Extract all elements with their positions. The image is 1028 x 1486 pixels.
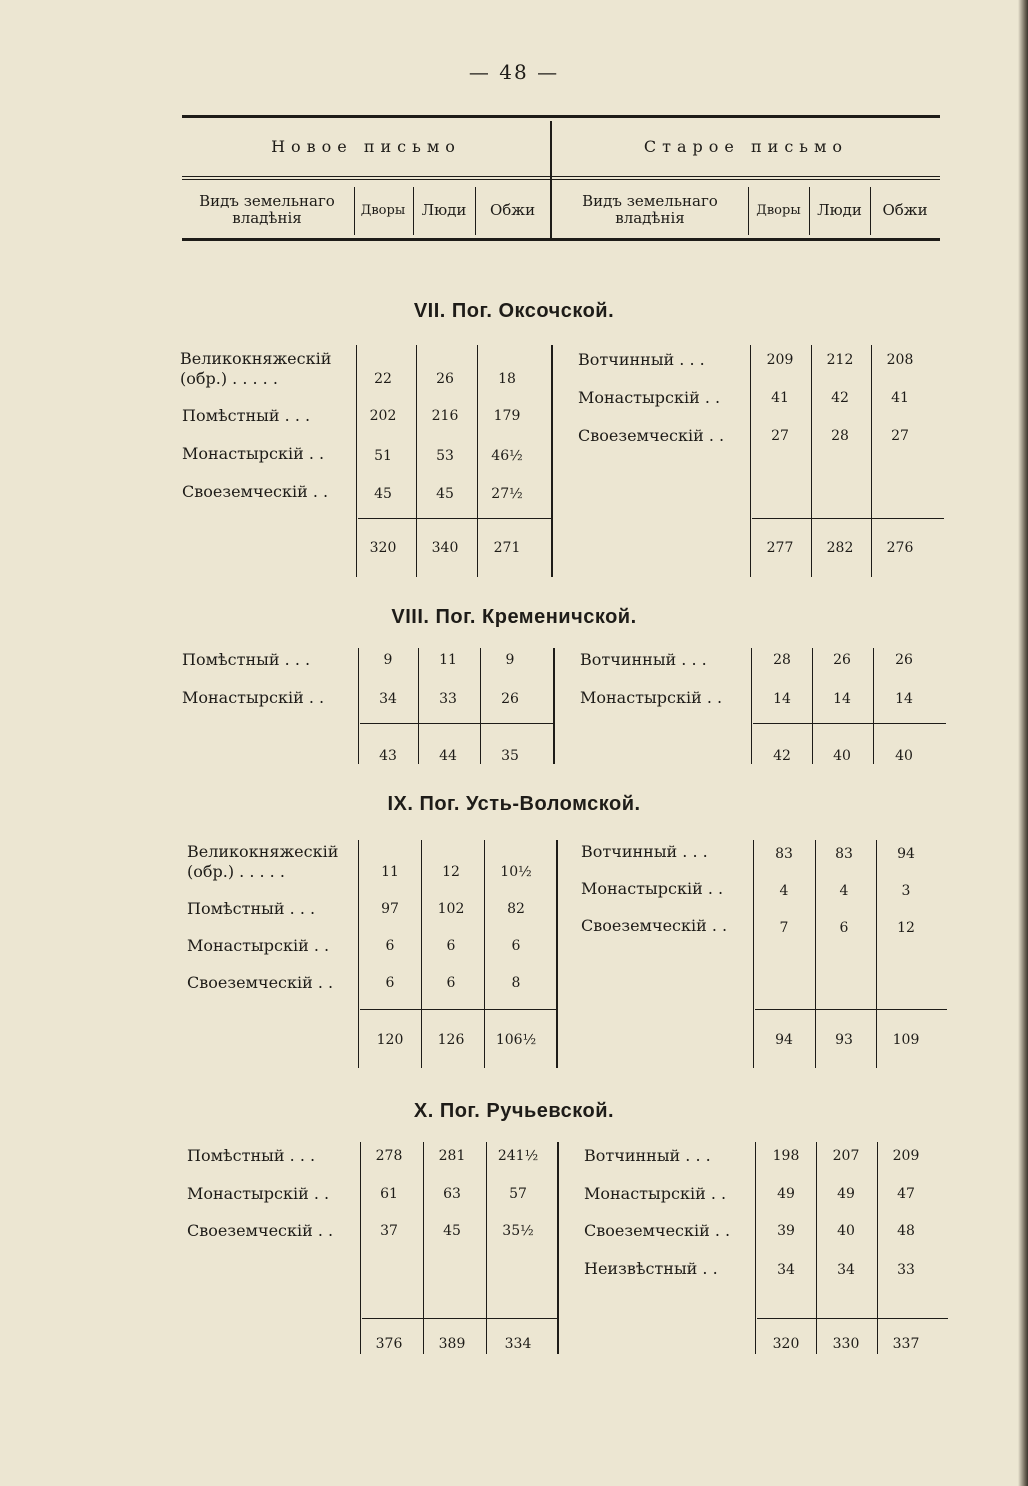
header-rule-top	[182, 115, 940, 118]
cell-dvory: 28	[773, 652, 791, 668]
row-label: Вотчинный . . .	[580, 650, 707, 669]
row-label: Своеземческій . .	[182, 482, 329, 501]
rule	[876, 840, 877, 1068]
rule	[557, 1142, 559, 1354]
cell-obzhi: 26	[501, 691, 519, 707]
cell-lyudi: 33	[439, 691, 457, 707]
rule	[873, 648, 874, 764]
row-label: Помѣстный . . .	[187, 1146, 316, 1165]
row-label: Монастырскій . .	[584, 1184, 727, 1203]
cell-lyudi: 6	[446, 975, 456, 991]
cell-lyudi: 4	[839, 883, 849, 899]
cell-dvory: 209	[766, 352, 794, 368]
cell-lyudi: 6	[446, 938, 456, 954]
cell-obzhi: 27	[891, 428, 909, 444]
header-rule-mid	[182, 176, 940, 177]
total-obzhi: 276	[886, 540, 914, 556]
cell-dvory: 7	[779, 920, 789, 936]
cell-obzhi: 209	[892, 1148, 920, 1164]
cell-dvory: 37	[380, 1223, 398, 1239]
rule	[423, 1142, 424, 1354]
total-lyudi: 340	[431, 540, 459, 556]
rule	[750, 345, 751, 577]
cell-obzhi: 18	[498, 371, 516, 387]
sum-rule	[360, 723, 553, 724]
cell-lyudi: 281	[438, 1148, 466, 1164]
total-dvory: 94	[775, 1032, 793, 1048]
rule	[358, 648, 359, 764]
cell-obzhi: 241½	[497, 1148, 539, 1164]
cell-obzhi: 27½	[491, 486, 523, 502]
cell-dvory: 41	[771, 390, 789, 406]
cell-obzhi: 48	[897, 1223, 915, 1239]
section-title: X. Пог. Ручьевской.	[413, 1100, 615, 1122]
row-label: Вотчинный . . .	[584, 1146, 711, 1165]
cell-dvory: 49	[777, 1186, 795, 1202]
total-dvory: 277	[766, 540, 794, 556]
cell-lyudi: 34	[837, 1262, 855, 1278]
sum-rule	[753, 723, 946, 724]
old-col-obzhi: Обжи	[882, 200, 928, 219]
total-lyudi: 44	[439, 748, 457, 764]
total-lyudi: 40	[833, 748, 851, 764]
row-label: Своеземческій . .	[584, 1221, 731, 1240]
rule	[360, 1142, 361, 1354]
total-lyudi: 126	[437, 1032, 465, 1048]
cell-dvory: 34	[379, 691, 397, 707]
rule	[753, 840, 754, 1068]
total-obzhi: 35	[501, 748, 519, 764]
new-letter-heading: Новое письмо	[271, 137, 461, 156]
rule	[556, 840, 558, 1068]
new-col-dvory: Дворы	[360, 202, 406, 218]
cell-dvory: 27	[771, 428, 789, 444]
cell-dvory: 83	[775, 846, 793, 862]
cell-dvory: 61	[380, 1186, 398, 1202]
total-dvory: 120	[376, 1032, 404, 1048]
old-col-lyudi: Люди	[817, 200, 862, 219]
cell-lyudi: 45	[436, 486, 454, 502]
section-title: VII. Пог. Оксочской.	[413, 300, 615, 322]
rule	[356, 345, 357, 577]
section-title: VIII. Пог. Кременичской.	[391, 606, 637, 628]
cell-lyudi: 49	[837, 1186, 855, 1202]
rule	[477, 345, 478, 577]
cell-dvory: 45	[374, 486, 392, 502]
cell-obzhi: 208	[886, 352, 914, 368]
cell-obzhi: 26	[895, 652, 913, 668]
total-lyudi: 93	[835, 1032, 853, 1048]
row-label: Монастырскій . .	[187, 936, 330, 955]
rule	[358, 840, 359, 1068]
cell-dvory: 34	[777, 1262, 795, 1278]
rule	[811, 345, 812, 577]
cell-dvory: 278	[375, 1148, 403, 1164]
cell-dvory: 11	[381, 864, 399, 880]
total-dvory: 320	[369, 540, 397, 556]
row-label: Монастырскій . .	[182, 688, 325, 707]
row-label: Великокняжескій (обр.) . . . . .	[180, 349, 332, 388]
cell-dvory: 51	[374, 448, 392, 464]
cell-lyudi: 12	[442, 864, 460, 880]
header-rule-mid-2	[182, 179, 940, 180]
cell-lyudi: 28	[831, 428, 849, 444]
row-label: Монастырскій . .	[578, 388, 721, 407]
old-col-dvory: Дворы	[756, 202, 801, 218]
cell-obzhi: 8	[511, 975, 521, 991]
row-label: Монастырскій . .	[580, 688, 723, 707]
cell-lyudi: 26	[436, 371, 454, 387]
total-obzhi: 106½	[495, 1032, 537, 1048]
total-obzhi: 337	[892, 1336, 920, 1352]
cell-lyudi: 53	[436, 448, 454, 464]
old-col-type: Видъ земельнаго владѣнія	[582, 192, 718, 227]
row-label: Монастырскій . .	[187, 1184, 330, 1203]
page-edge	[1018, 0, 1028, 1486]
rule	[871, 345, 872, 577]
cell-dvory: 39	[777, 1223, 795, 1239]
cell-lyudi: 42	[831, 390, 849, 406]
sum-rule	[752, 518, 944, 519]
row-label: Своеземческій . .	[187, 973, 334, 992]
cell-obzhi: 14	[895, 691, 913, 707]
row-label: Помѣстный . . .	[182, 406, 311, 425]
cell-lyudi: 14	[833, 691, 851, 707]
rule	[486, 1142, 487, 1354]
row-label: Неизвѣстный . .	[584, 1259, 718, 1278]
rule	[484, 840, 485, 1068]
row-label: Великокняжескій (обр.) . . . . .	[187, 842, 339, 881]
cell-obzhi: 179	[493, 408, 521, 424]
row-label: Вотчинный . . .	[578, 350, 705, 369]
total-obzhi: 40	[895, 748, 913, 764]
cell-lyudi: 83	[835, 846, 853, 862]
row-label: Вотчинный . . .	[581, 842, 708, 861]
table-header	[182, 115, 940, 243]
total-lyudi: 330	[832, 1336, 860, 1352]
cell-obzhi: 3	[901, 883, 911, 899]
cell-obzhi: 35½	[502, 1223, 534, 1239]
cell-obzhi: 6	[511, 938, 521, 954]
cell-lyudi: 45	[443, 1223, 461, 1239]
row-label: Своеземческій . .	[187, 1221, 334, 1240]
row-label: Своеземческій . .	[581, 916, 728, 935]
total-obzhi: 334	[504, 1336, 532, 1352]
rule	[751, 648, 752, 764]
cell-dvory: 198	[772, 1148, 800, 1164]
cell-dvory: 202	[369, 408, 397, 424]
total-obzhi: 271	[493, 540, 521, 556]
cell-lyudi: 102	[437, 901, 465, 917]
page-number: — 48 —	[468, 60, 560, 84]
cell-obzhi: 47	[897, 1186, 915, 1202]
sum-rule	[358, 518, 551, 519]
rule	[812, 648, 813, 764]
sum-rule	[757, 1318, 948, 1319]
cell-obzhi: 57	[509, 1186, 527, 1202]
rule	[418, 648, 419, 764]
section-title: IX. Пог. Усть-Воломской.	[387, 793, 641, 815]
sum-rule	[360, 1009, 556, 1010]
cell-lyudi: 11	[439, 652, 457, 668]
row-label: Монастырскій . .	[182, 444, 325, 463]
sum-rule	[755, 1009, 947, 1010]
rule	[551, 345, 553, 577]
total-dvory: 42	[773, 748, 791, 764]
cell-lyudi: 26	[833, 652, 851, 668]
cell-lyudi: 63	[443, 1186, 461, 1202]
new-col-obzhi: Обжи	[489, 200, 536, 219]
total-obzhi: 109	[892, 1032, 920, 1048]
row-label: Своеземческій . .	[578, 426, 725, 445]
rule	[416, 345, 417, 577]
cell-lyudi: 40	[837, 1223, 855, 1239]
header-rule-bottom	[182, 238, 940, 241]
cell-obzhi: 41	[891, 390, 909, 406]
cell-obzhi: 82	[507, 901, 525, 917]
cell-lyudi: 6	[839, 920, 849, 936]
old-letter-heading: Старое письмо	[643, 137, 849, 156]
rule	[480, 648, 481, 764]
total-dvory: 320	[772, 1336, 800, 1352]
rule	[815, 840, 816, 1068]
sum-rule	[362, 1318, 557, 1319]
cell-obzhi: 12	[897, 920, 915, 936]
cell-dvory: 14	[773, 691, 791, 707]
cell-obzhi: 9	[505, 652, 515, 668]
cell-dvory: 97	[381, 901, 399, 917]
cell-lyudi: 216	[431, 408, 459, 424]
total-dvory: 376	[375, 1336, 403, 1352]
row-label: Помѣстный . . .	[187, 899, 316, 918]
cell-lyudi: 212	[826, 352, 854, 368]
total-lyudi: 282	[826, 540, 854, 556]
row-label: Помѣстный . . .	[182, 650, 311, 669]
total-dvory: 43	[379, 748, 397, 764]
new-col-lyudi: Люди	[421, 200, 467, 219]
cell-obzhi: 94	[897, 846, 915, 862]
cell-dvory: 9	[383, 652, 393, 668]
rule	[755, 1142, 756, 1354]
cell-lyudi: 207	[832, 1148, 860, 1164]
total-lyudi: 389	[438, 1336, 466, 1352]
cell-obzhi: 33	[897, 1262, 915, 1278]
cell-dvory: 6	[385, 938, 395, 954]
rule	[553, 648, 555, 764]
cell-obzhi: 46½	[491, 448, 523, 464]
cell-dvory: 6	[385, 975, 395, 991]
rule	[816, 1142, 817, 1354]
row-label: Монастырскій . .	[581, 879, 724, 898]
cell-dvory: 4	[779, 883, 789, 899]
rule	[877, 1142, 878, 1354]
cell-dvory: 22	[374, 371, 392, 387]
cell-obzhi: 10½	[500, 864, 532, 880]
rule	[421, 840, 422, 1068]
new-col-type: Видъ земельнаго владѣнія	[199, 192, 335, 227]
